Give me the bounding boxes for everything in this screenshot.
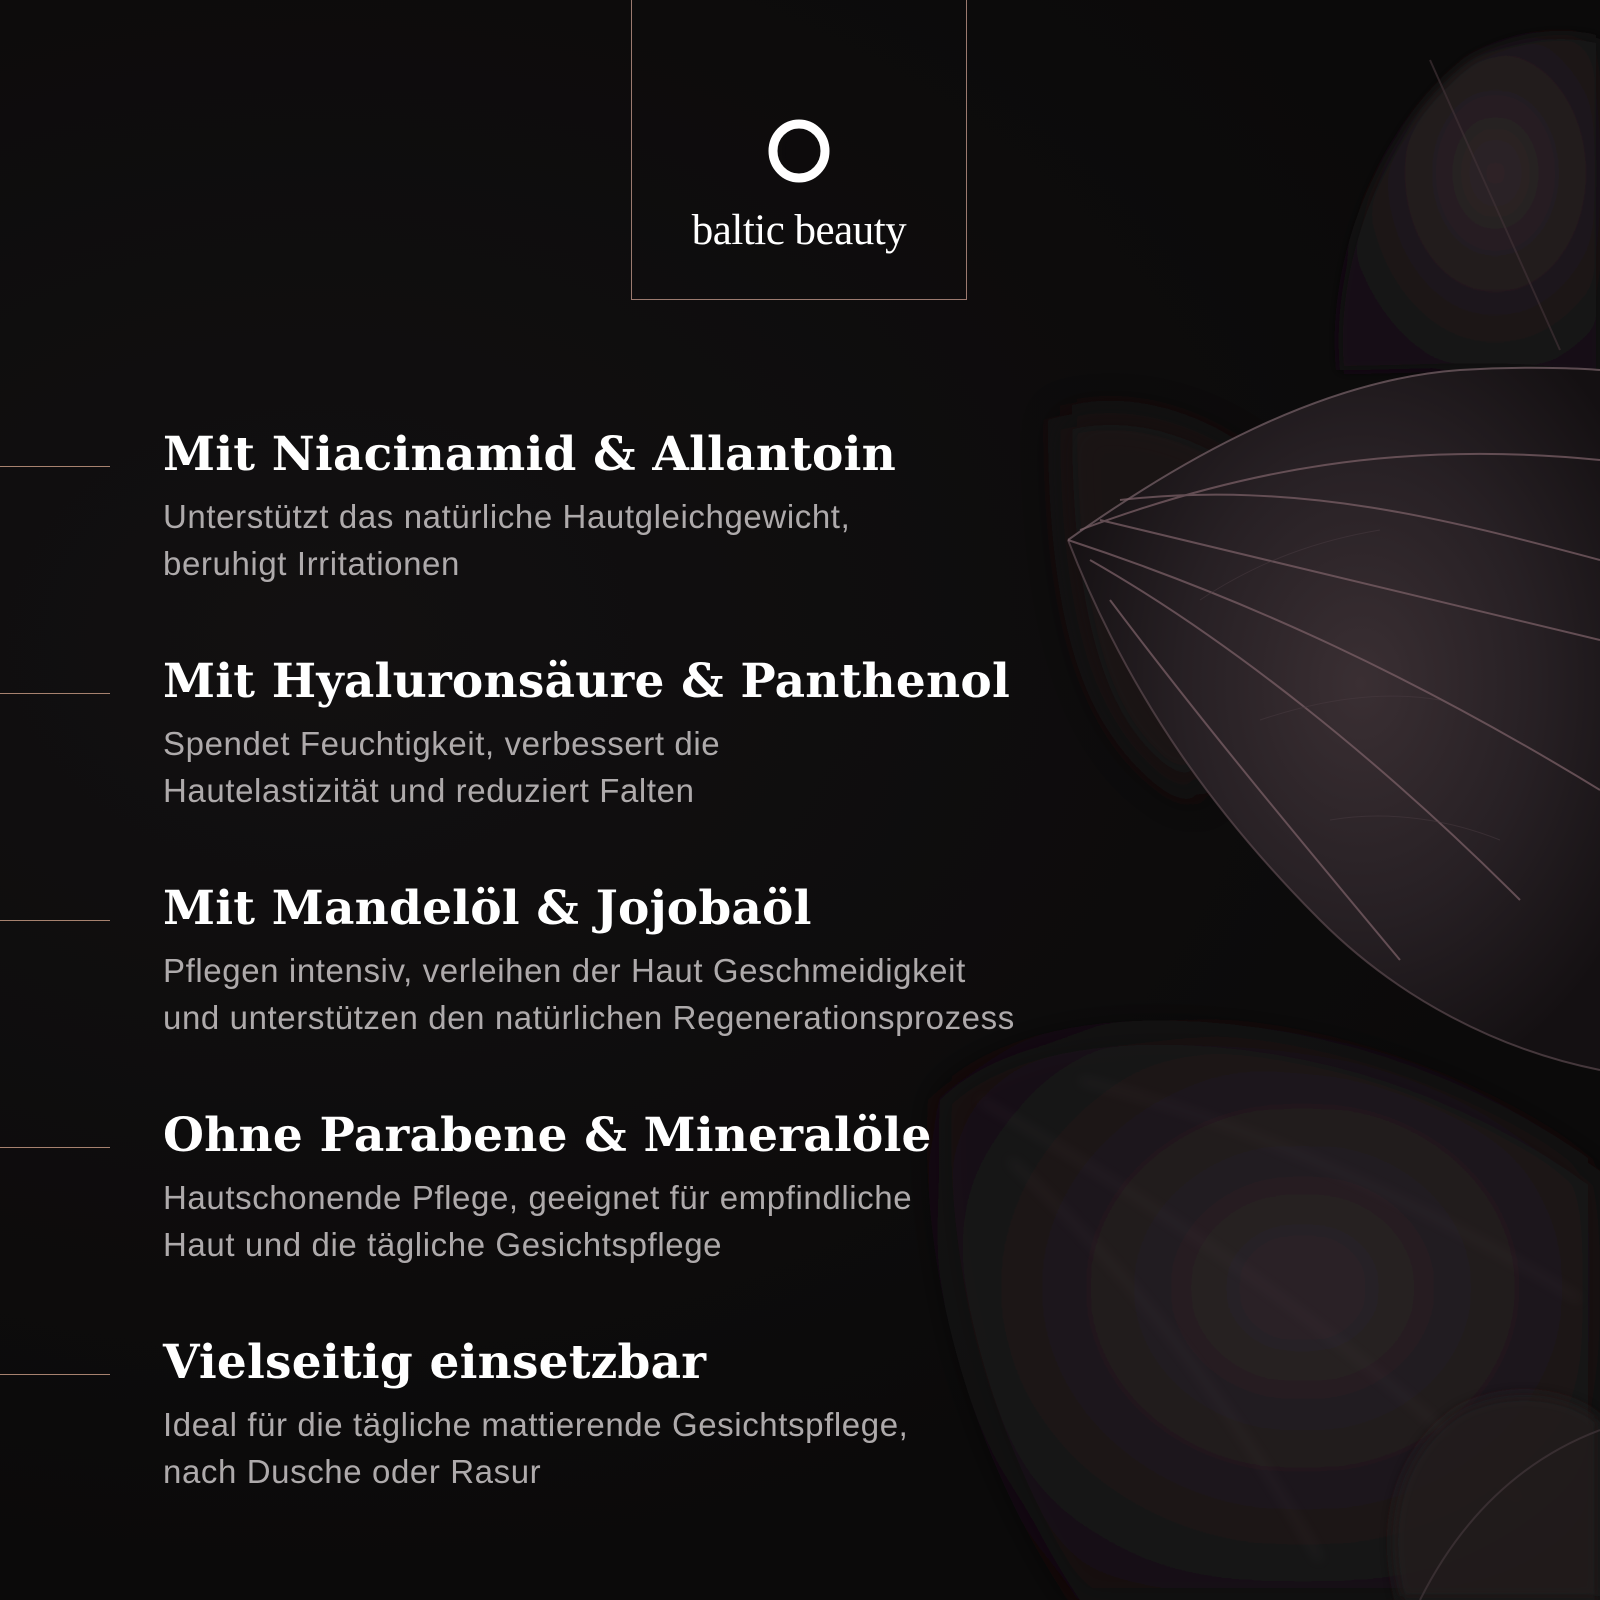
feature-description-line: Hautelastizität und reduziert Falten xyxy=(163,772,695,809)
feature-description-line: beruhigt Irritationen xyxy=(163,545,460,582)
feature-description xyxy=(163,1401,1163,1495)
feature-description-line: Hautschonende Pflege, geeignet für empfindliche xyxy=(163,1179,913,1216)
feature-divider-line xyxy=(0,466,110,467)
feature-description-line: Pflegen intensiv, verleihen der Haut Geschmeidigkeit xyxy=(163,952,966,989)
feature-title: Mit Niacinamid & Allantoin xyxy=(163,427,897,482)
feature-title: Vielseitig einsetzbar xyxy=(163,1335,707,1390)
feature-divider-line xyxy=(0,1374,110,1375)
feature-description-line: Haut und die tägliche Gesichtspflege xyxy=(163,1226,723,1263)
feature-description xyxy=(163,720,1163,814)
feature-title: Mit Hyaluronsäure & Panthenol xyxy=(163,654,1011,709)
feature-description xyxy=(163,1174,1163,1268)
feature-title: Mit Mandelöl & Jojobaöl xyxy=(163,881,812,936)
feature-description-line: und unterstützen den natürlichen Regenerationsprozess xyxy=(163,999,1015,1036)
feature-description-line: Unterstützt das natürliche Hautgleichgewicht, xyxy=(163,498,851,535)
feature-description-line: Ideal für die tägliche mattierende Gesichtspflege, xyxy=(163,1406,909,1443)
feature-divider-line xyxy=(0,693,110,694)
feature-description xyxy=(163,493,1163,587)
feature-divider-line xyxy=(0,1147,110,1148)
feature-title: Ohne Parabene & Mineralöle xyxy=(163,1108,932,1163)
feature-divider-line xyxy=(0,920,110,921)
feature-description-line: nach Dusche oder Rasur xyxy=(163,1453,542,1490)
feature-description xyxy=(163,947,1163,1041)
feature-description-line: Spendet Feuchtigkeit, verbessert die xyxy=(163,725,721,762)
brand-name: baltic beauty xyxy=(691,207,907,254)
